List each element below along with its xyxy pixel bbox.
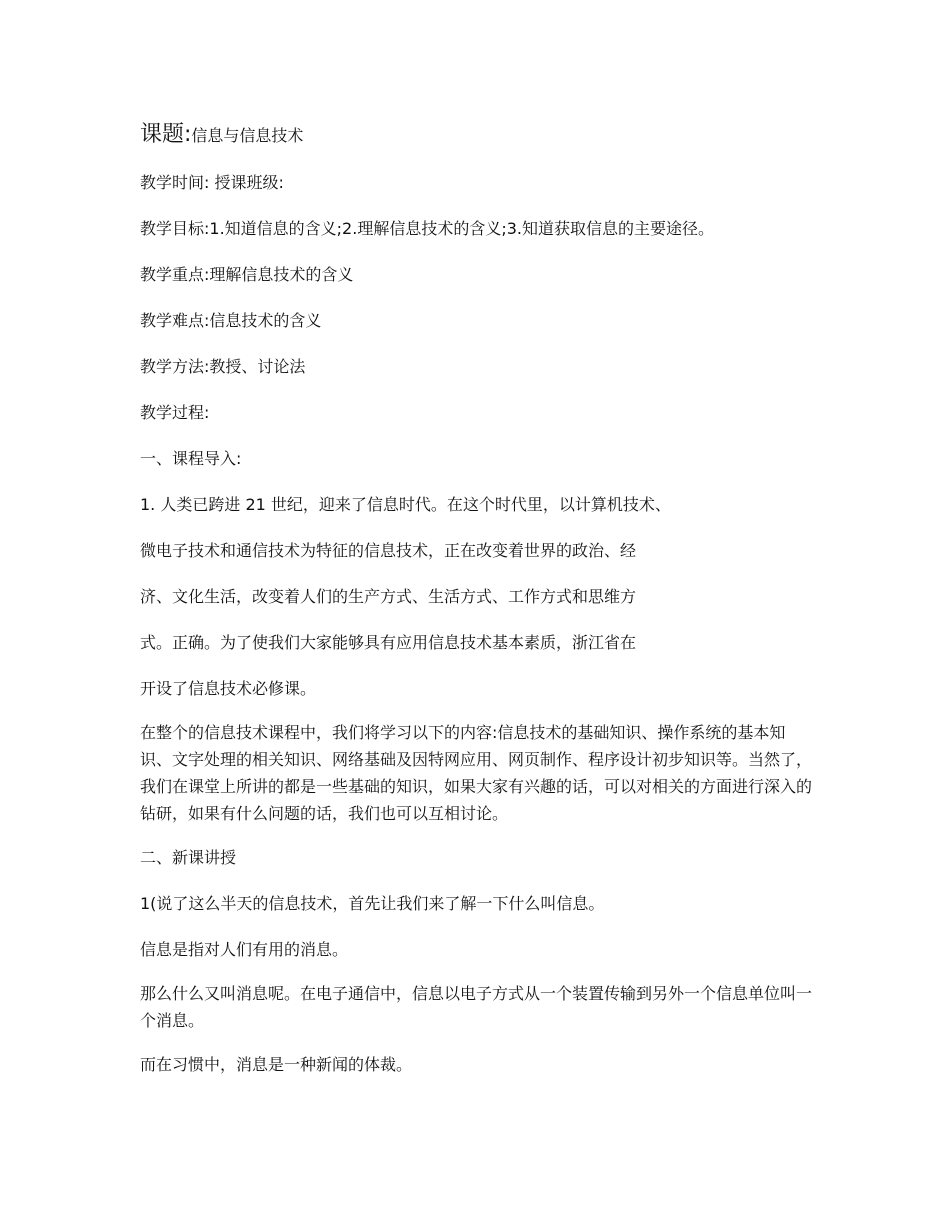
lesson-title-text: 信息与信息技术 — [191, 126, 304, 145]
intro-line-5: 开设了信息技术必修课。 — [140, 679, 317, 698]
message-genre-line: 而在习惯中，消息是一种新闻的体裁。 — [140, 1055, 413, 1074]
section-two-heading: 二、新课讲授 — [140, 848, 237, 867]
teaching-process-line: 教学过程: — [140, 403, 210, 422]
information-definition-line: 信息是指对人们有用的消息。 — [140, 940, 349, 959]
teaching-goals-line: 教学目标:1.知道信息的含义;2.理解信息技术的含义;3.知道获取信息的主要途径。 — [140, 219, 714, 238]
intro-line-1: 1. 人类已跨进 21 世纪，迎来了信息时代。在这个时代里，以计算机技术、 — [140, 495, 671, 514]
lesson-title — [140, 118, 812, 152]
teaching-focus-line: 教学重点:理解信息技术的含义 — [140, 265, 354, 284]
teaching-time-line: 教学时间: 授课班级: — [140, 173, 284, 192]
lesson-title-label: 课题: — [140, 122, 192, 147]
message-definition-paragraph: 那么什么又叫消息呢。在电子通信中，信息以电子方式从一个装置传输到另外一个信息单位叫一个消息。 — [140, 984, 813, 1030]
teaching-difficulty-line: 教学难点:信息技术的含义 — [140, 311, 322, 330]
teaching-method-line: 教学方法:教授、讨论法 — [140, 357, 306, 376]
intro-line-2: 微电子技术和通信技术为特征的信息技术，正在改变着世界的政治、经 — [140, 541, 637, 560]
course-content-paragraph: 在整个的信息技术课程中，我们将学习以下的内容:信息技术的基础知识、操作系统的基本知识、文字处理的相关知识、网络基础及因特网应用、网页制作、程序设计初步知识等。当然了，我们在课堂上所讲的都是一些基础的知识，如果大家有兴趣的话，可以对相关的方面进行深入的钻研，如果有什么问题的话，我们也可以互相讨论。 — [140, 723, 813, 823]
new-lesson-line-1: 1(说了这么半天的信息技术，首先让我们来了解一下什么叫信息。 — [140, 894, 605, 913]
intro-line-4: 式。正确。为了使我们大家能够具有应用信息技术基本素质，浙江省在 — [140, 633, 637, 652]
intro-line-3: 济、文化生活，改变着人们的生产方式、生活方式、工作方式和思维方 — [140, 587, 637, 606]
section-one-heading: 一、课程导入: — [140, 449, 242, 468]
document-content — [140, 118, 812, 1078]
